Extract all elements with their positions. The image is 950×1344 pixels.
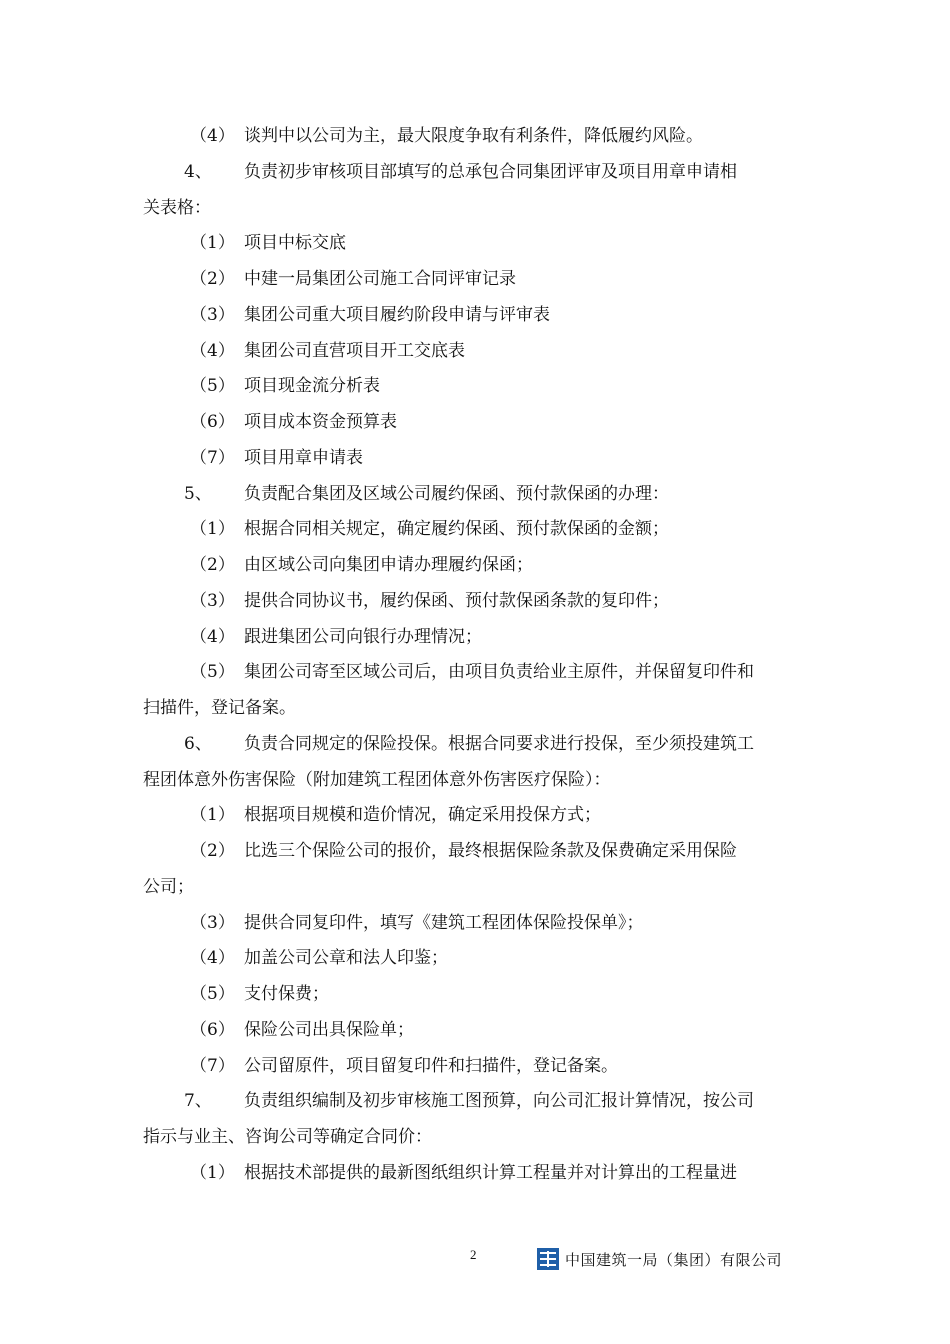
item-text: 负责初步审核项目部填写的总承包合同集团评审及项目用章申请相 [244,162,737,182]
item-text: 保险公司出具保险单； [244,1020,414,1040]
continuation-text: 公司； [143,877,194,897]
item-text: 提供合同协议书，履约保函、预付款保函条款的复印件； [244,591,669,611]
item-text: 由区域公司向集团申请办理履约保函； [244,555,533,575]
item-text: 项目用章申请表 [244,448,363,468]
company-name: 中国建筑一局（集团）有限公司 [565,1250,783,1269]
item-text: 集团公司直营项目开工交底表 [244,341,465,361]
page-number: 2 [470,1247,477,1262]
item-number: （4） [190,126,235,146]
item-text: 根据技术部提供的最新图纸组织计算工程量并对计算出的工程量进 [244,1163,737,1183]
item-number: （3） [190,913,235,933]
item-number: （4） [190,948,235,968]
item-number: （1） [190,519,235,539]
item-text: 项目中标交底 [244,233,346,253]
item-text: 中建一局集团公司施工合同评审记录 [244,269,516,289]
item-number: 6、 [184,734,212,754]
item-number: 7、 [184,1091,212,1111]
item-number: 5、 [184,484,212,504]
item-number: （6） [190,1020,235,1040]
item-number: （1） [190,805,235,825]
item-text: 提供合同复印件，填写《建筑工程团体保险投保单》； [244,913,644,933]
continuation-text: 关表格： [143,198,211,218]
item-number: （2） [190,555,235,575]
item-number: （2） [190,269,235,289]
item-number: （1） [190,1163,235,1183]
item-text: 负责配合集团及区域公司履约保函、预付款保函的办理： [244,484,669,504]
company-footer [537,1248,782,1270]
item-number: （5） [190,984,235,1004]
item-number: （6） [190,412,235,432]
item-number: （4） [190,627,235,647]
item-text: 谈判中以公司为主，最大限度争取有利条件，降低履约风险。 [244,126,703,146]
item-number: 4、 [184,162,212,182]
item-number: （4） [190,341,235,361]
continuation-text: 扫描件，登记备案。 [143,698,296,718]
item-text: 负责合同规定的保险投保。根据合同要求进行投保，至少须投建筑工 [244,734,754,754]
item-text: 根据合同相关规定，确定履约保函、预付款保函的金额； [244,519,669,539]
item-text: 集团公司寄至区域公司后，由项目负责给业主原件，并保留复印件和 [244,662,754,682]
item-number: （5） [190,662,235,682]
item-text: 加盖公司公章和法人印鉴； [244,948,448,968]
item-text: 比选三个保险公司的报价，最终根据保险条款及保费确定采用保险 [244,841,737,861]
item-text: 项目成本资金预算表 [244,412,397,432]
item-text: 公司留原件，项目留复印件和扫描件，登记备案。 [244,1056,618,1076]
item-number: （7） [190,1056,235,1076]
item-number: （5） [190,376,235,396]
item-text: 项目现金流分析表 [244,376,380,396]
item-text: 负责组织编制及初步审核施工图预算，向公司汇报计算情况，按公司 [244,1091,754,1111]
item-number: （1） [190,233,235,253]
item-number: （3） [190,591,235,611]
item-text: 跟进集团公司向银行办理情况； [244,627,482,647]
item-text: 支付保费； [244,984,329,1004]
item-text: 根据项目规模和造价情况，确定采用投保方式； [244,805,601,825]
item-number: （7） [190,448,235,468]
company-logo-icon [537,1248,559,1270]
item-number: （3） [190,305,235,325]
item-text: 集团公司重大项目履约阶段申请与评审表 [244,305,550,325]
continuation-text: 程团体意外伤害保险（附加建筑工程团体意外伤害医疗保险）： [143,770,611,790]
continuation-text: 指示与业主、咨询公司等确定合同价： [143,1127,432,1147]
item-number: （2） [190,841,235,861]
